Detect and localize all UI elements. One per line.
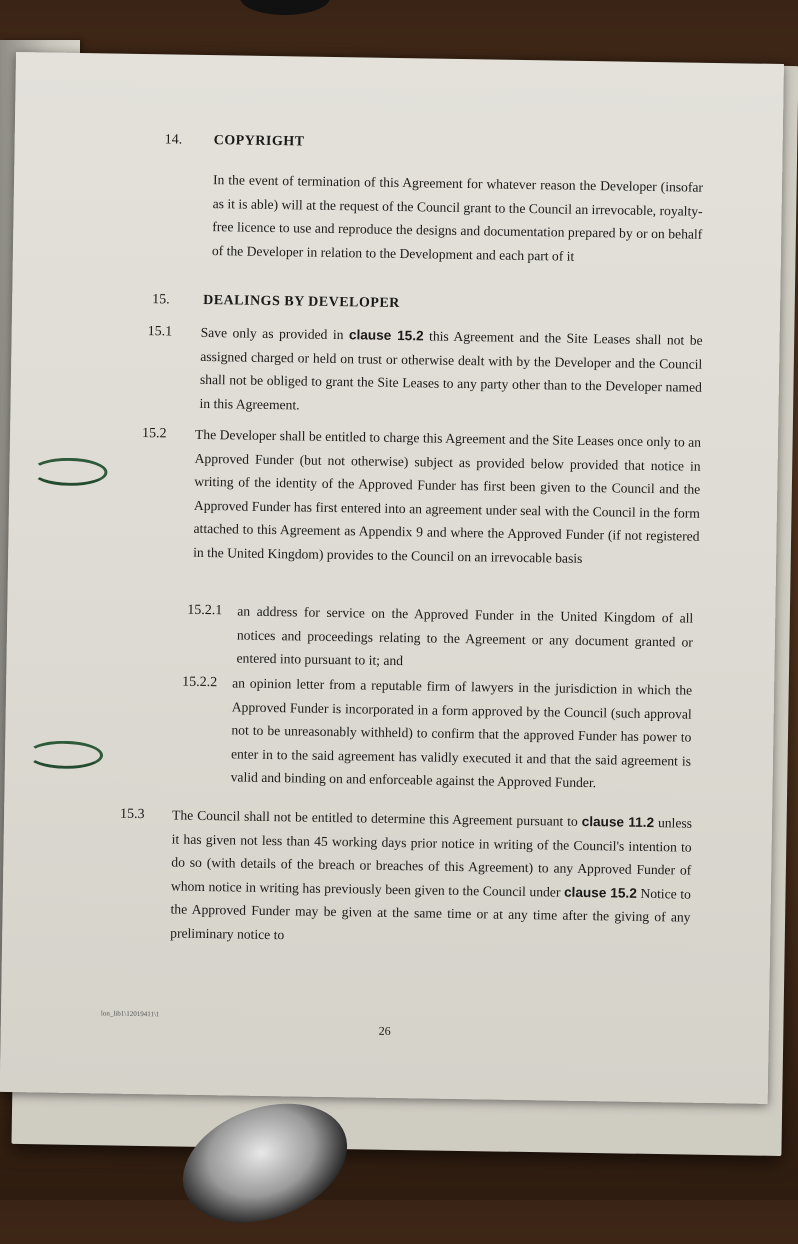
page-content [0,52,784,1104]
top-object-shadow [240,0,330,15]
clause-15-2-2-number: 15.2.2 [182,674,218,691]
clause-15-2-1-text: an address for service on the Approved Funder in the United Kingdom of all notices and proceedings relating to the Agreement or any document granted or entered into pursuant to it; and [236,603,694,669]
section-14-number: 14. [164,132,183,148]
section-14-text: In the event of termination of this Agreement for whatever reason the Developer (insofar as it is able) will at the request of the Council grant to the Council an irrevocable, royalty-free licence to use and reproduce the designs and documentation prepared by or on behalf of the Developer in relation to the Development and each part of it [211,172,704,264]
document-page [0,52,784,1104]
clause-reference: clause 11.2 [581,813,655,831]
clause-15-2-text: The Developer shall be entitled to charge this Agreement and the Site Leases once only to an Approved Funder (but not otherwise) subject as provided below provided that notice in writing of the identity of the Approved Funder has first been given to the Council and the Approved Funder has first entered into an agreement under seal with the Council in the form attached to this Agreement as Appendix 9 and where the Approved Funder (if not registered in the United Kingdom) provides to the Council on an irrevocable basis [193,426,702,566]
document-reference: lon_lib1\12019411\1 [100,1009,160,1019]
section-14-title: COPYRIGHT [213,133,305,150]
section-15-title: DEALINGS BY DEVELOPER [203,292,400,312]
clause-15-1-number: 15.1 [147,324,173,340]
clause-reference: clause 15.2 [348,327,424,344]
clause-15-2-number: 15.2 [141,425,167,442]
clause-15-3-number: 15.3 [119,806,145,823]
clause-15-2-2-text: an opinion letter from a reputable firm of lawyers in the jurisdiction in which the Approved Funder is incorporated in a form approved by the Council (such approval not to be unreasonably withheld) to confirm that the approved Funder has power to enter in to the said agreement has validly executed it and that the said agreement is valid and binding on and enforceable against the Approved Funder. [230,675,693,791]
clause-15-1-text: Save only as provided in clause 15.2 this Agreement and the Site Leases shall not be assigned charged or held on trust or otherwise dealt with by the Developer and the Council shall not be obliged to grant the Site Leases to any party other than to the Developer named in this Agreement. [199,324,703,412]
clause-15-3-text: The Council shall not be entitled to determine this Agreement pursuant to clause 11.2 unless it has given not less than 45 working days prior notice in writing of the Council's intention to do so (with details of the breach or breaches of this Agreement) to any Approved Funder of whom notice in writing has previously been given to the Council under clause 15.2 Notice to the Approved Funder may be given at the same time or at any time after the giving of any preliminary notice to [170,807,693,942]
clause-reference: clause 15.2 [563,884,637,901]
section-15-number: 15. [152,292,170,308]
page-number: 26 [378,1023,391,1038]
clause-15-2-1-number: 15.2.1 [187,602,223,619]
